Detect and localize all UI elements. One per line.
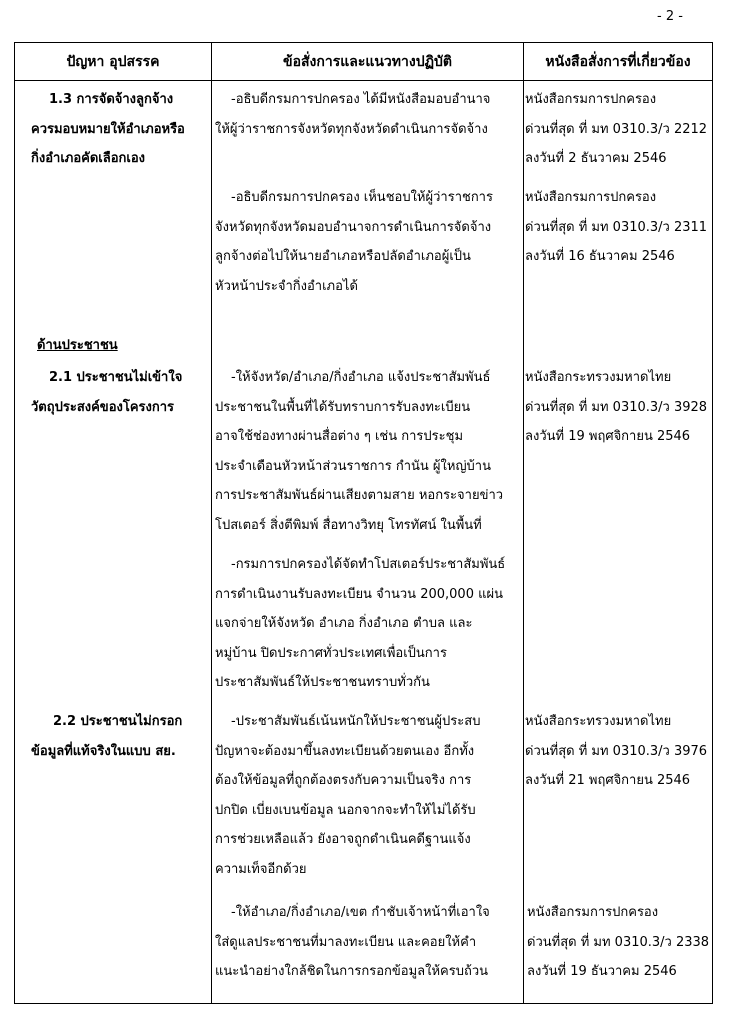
order-2-1-a: -ให้จังหวัด/อำเภอ/กิ่งอำเภอ แจ้งประชาสัมพันธ์ ประชาชนในพื้นที่ได้รับทราบการรับลงทะเบียน อาจใช้ช่องทางผ่านสื่อต่าง ๆ เช่น การประชุม ประจำเดือนหัวหน้าส่วนราชการ กำนัน ผู้ใหญ่บ้าน การประชาสัมพันธ์ผ่านเสียงตามสาย หอกระจายข่าว โปสเตอร์ สิ่งตีพิมพ์ สื่อทางวิทยุ โทรทัศน์ ในพื้นที่ [215, 370, 504, 533]
order-1-3-a: -อธิบดีกรมการปกครอง ได้มีหนังสือมอบอำนาจ ให้ผู้ว่าราชการจังหวัดทุกจังหวัดดำเนินการจัดจ้าง [215, 92, 491, 137]
header-problems: ปัญหา อุปสรรค [66, 54, 160, 70]
page-number: - 2 - [657, 9, 683, 24]
column-divider [523, 43, 524, 1003]
column-divider [211, 43, 212, 1003]
ref-2-2-b: หนังสือกรมการปกครอง ด่วนที่สุด ที่ มท 0310.3/ว 2338 ลงวันที่ 19 ธันวาคม 2546 [527, 905, 710, 979]
problem-2-1: 2.1 ประชาชนไม่เข้าใจ วัตถุประสงค์ของโครงการ [31, 370, 183, 415]
problem-2-2: 2.2 ประชาชนไม่กรอก ข้อมูลที่แท้จริงในแบบ สย. [31, 714, 183, 759]
directives-table [14, 42, 713, 1004]
ref-1-3-a: หนังสือกรมการปกครอง ด่วนที่สุด ที่ มท 0310.3/ว 2212 ลงวันที่ 2 ธันวาคม 2546 [525, 92, 708, 166]
header-orders: ข้อสั่งการและแนวทางปฏิบัติ [283, 54, 452, 70]
order-2-2-a: -ประชาสัมพันธ์เน้นหนักให้ประชาชนผู้ประสบ ปัญหาจะต้องมาขึ้นลงทะเบียนด้วยตนเอง อีกทั้ง ต้องให้ข้อมูลที่ถูกต้องตรงกับความเป็นจริง การ ปกปิด เบี่ยงเบนข้อมูล นอกจากจะทำให้ไม่ได้รับ การช่วยเหลือแล้ว ยังอาจถูกดำเนินคดีฐานแจ้ง ความเท็จอีกด้วย [215, 714, 481, 877]
order-2-1-b: -กรมการปกครองได้จัดทำโปสเตอร์ประชาสัมพันธ์ การดำเนินงานรับลงทะเบียน จำนวน 200,000 แผ่น แจกจ่ายให้จังหวัด อำเภอ กิ่งอำเภอ ตำบล และ หมู่บ้าน ปิดประกาศทั่วประเทศเพื่อเป็นการ ประชาสัมพันธ์ให้ประชาชนทราบทั่วกัน [215, 557, 506, 690]
order-2-2-b: -ให้อำเภอ/กิ่งอำเภอ/เขต กำชับเจ้าหน้าที่เอาใจ ใส่ดูแลประชาชนที่มาลงทะเบียน และคอยให้คำ แนะนำอย่างใกล้ชิดในการกรอกข้อมูลให้ครบถ้วน [215, 905, 490, 979]
ref-1-3-b: หนังสือกรมการปกครอง ด่วนที่สุด ที่ มท 0310.3/ว 2311 ลงวันที่ 16 ธันวาคม 2546 [525, 190, 708, 264]
order-1-3-b: -อธิบดีกรมการปกครอง เห็นชอบให้ผู้ว่าราชการ จังหวัดทุกจังหวัดมอบอำนาจการดำเนินการจัดจ้าง ลูกจ้างต่อไปให้นายอำเภอหรือปลัดอำเภอผู้เป็น หัวหน้าประจำกิ่งอำเภอได้ [215, 190, 493, 294]
header-references: หนังสือสั่งการที่เกี่ยวข้อง [545, 54, 691, 70]
ref-2-2-a: หนังสือกระทรวงมหาดไทย ด่วนที่สุด ที่ มท 0310.3/ว 3976 ลงวันที่ 21 พฤศจิกายน 2546 [525, 714, 708, 788]
problem-1-3: 1.3 การจัดจ้างลูกจ้าง ควรมอบหมายให้อำเภอหรือ กิ่งอำเภอคัดเลือกเอง [31, 92, 185, 166]
ref-2-1: หนังสือกระทรวงมหาดไทย ด่วนที่สุด ที่ มท 0310.3/ว 3928 ลงวันที่ 19 พฤศจิกายน 2546 [525, 370, 708, 444]
section-heading-public: ด้านประชาชน [37, 338, 118, 353]
header-divider [15, 80, 712, 81]
